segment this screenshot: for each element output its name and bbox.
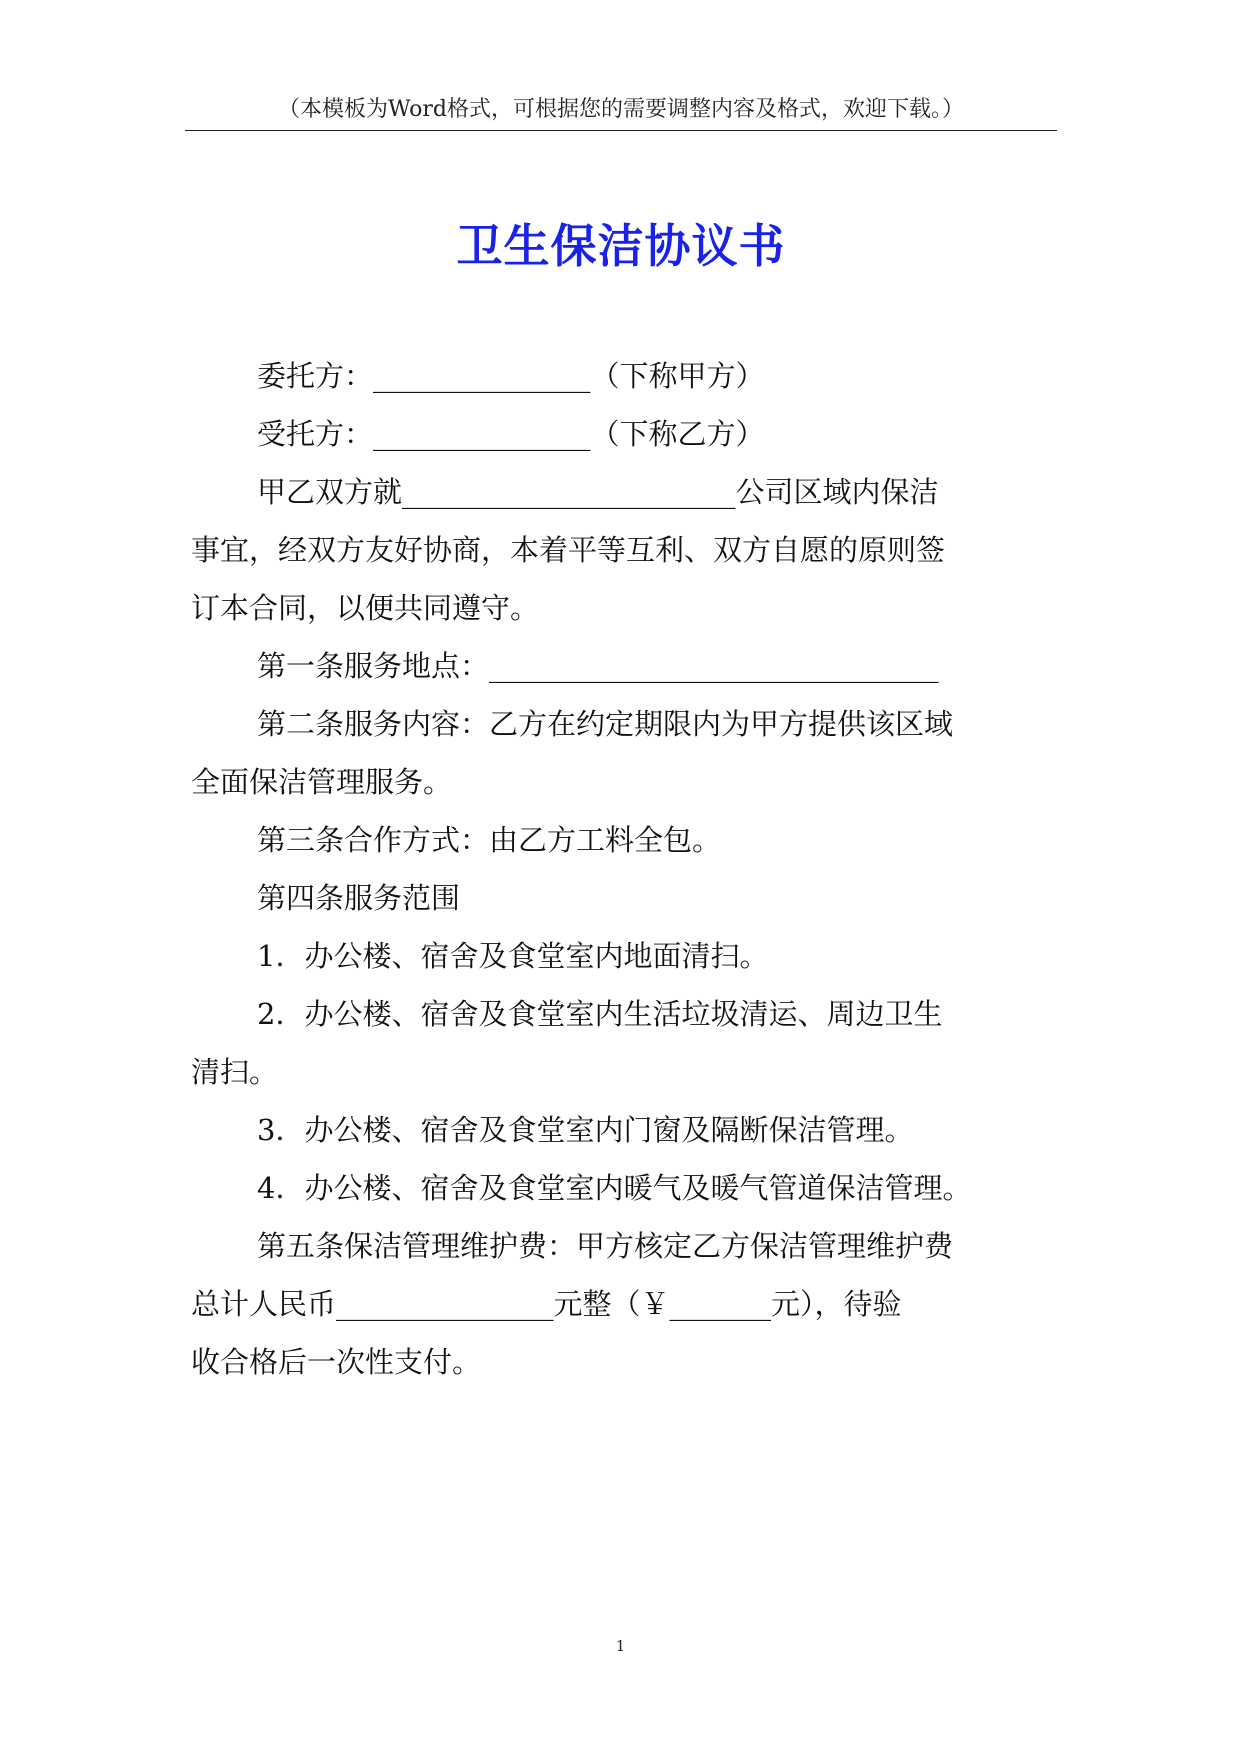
- preamble-line-2: 事宜，经双方友好协商，本着平等互利、双方自愿的原则签: [191, 533, 946, 567]
- article-5-line-3: 收合格后一次性支付。: [191, 1345, 482, 1379]
- party-b-line: 受托方：_______________（下称乙方）: [257, 417, 765, 451]
- header-note: （本模板为Word格式，可根据您的需要调整内容及格式，欢迎下载。）: [278, 97, 964, 122]
- scope-item-3: 3．办公楼、宿舍及食堂室内门窗及隔断保洁管理。: [257, 1113, 914, 1147]
- article-2-line-1: 第二条服务内容：乙方在约定期限内为甲方提供该区域: [257, 707, 954, 741]
- scope-item-2-line-2: 清扫。: [191, 1055, 279, 1089]
- header-divider: [185, 130, 1057, 131]
- document-title: 卫生保洁协议书: [456, 219, 786, 273]
- article-2-line-2: 全面保洁管理服务。: [191, 765, 453, 799]
- preamble-line-3: 订本合同，以便共同遵守。: [191, 591, 540, 625]
- article-3-line: 第三条合作方式：由乙方工料全包。: [257, 823, 722, 857]
- scope-item-4: 4．办公楼、宿舍及食堂室内暖气及暖气管道保洁管理。: [257, 1171, 972, 1205]
- article-4-heading: 第四条服务范围: [257, 881, 461, 915]
- article-5-line-1: 第五条保洁管理维护费：甲方核定乙方保洁管理维护费: [257, 1229, 954, 1263]
- scope-item-1: 1．办公楼、宿舍及食堂室内地面清扫。: [257, 939, 769, 973]
- scope-item-2-line-1: 2．办公楼、宿舍及食堂室内生活垃圾清运、周边卫生: [257, 997, 943, 1031]
- party-a-line: 委托方：_______________（下称甲方）: [257, 359, 765, 393]
- article-1-line: 第一条服务地点：_______________________________: [257, 649, 939, 683]
- preamble-line-1: 甲乙双方就_______________________公司区域内保洁: [257, 475, 939, 509]
- page-number: 1: [615, 1637, 626, 1655]
- article-5-line-2: 总计人民币_______________元整（￥_______元），待验: [191, 1287, 902, 1321]
